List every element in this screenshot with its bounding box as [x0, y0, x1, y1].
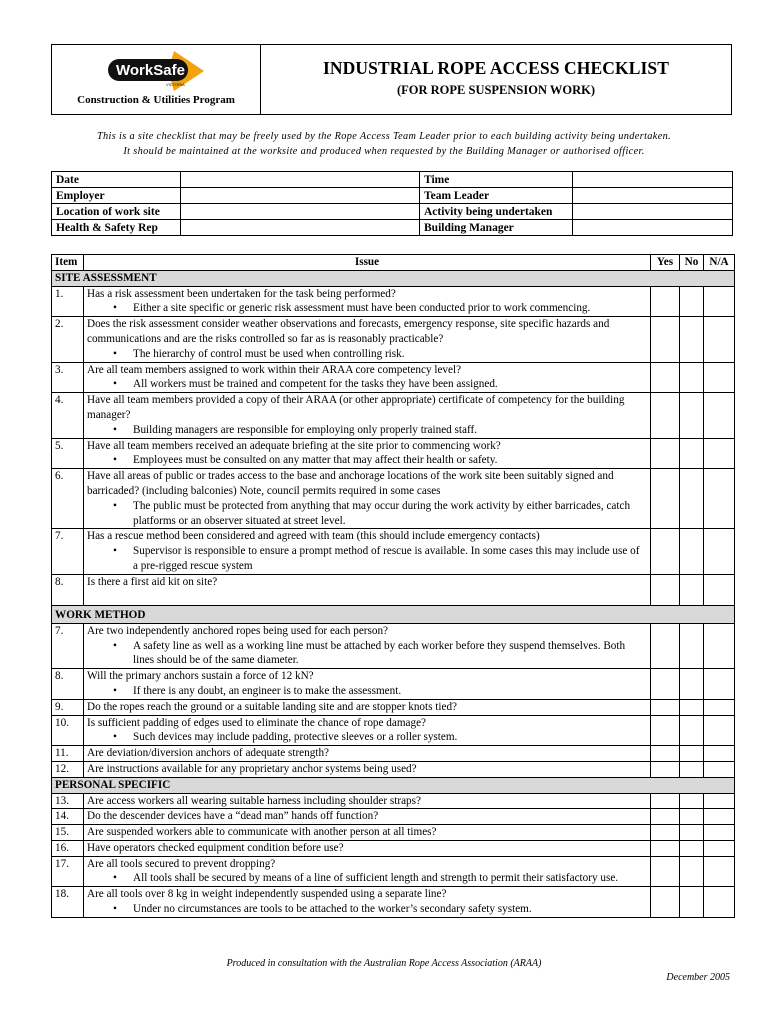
header-logo-cell — [52, 45, 261, 114]
issue-note-text: The public must be protected from anything that may occur during the work activity by either barricades, catch platforms or an observer situated at street level. — [133, 499, 631, 527]
section-personal-specific: PERSONAL SPECIFIC — [52, 777, 735, 793]
na-checkbox-cell[interactable] — [704, 362, 735, 393]
issue-question: Have all areas of public or trades access to the base and anchorage locations of the work site been suitably signed and barricaded? (including balconies) Note, council permits required in some cases — [87, 470, 614, 497]
item-number: 2. — [52, 317, 84, 362]
issue-note — [87, 684, 647, 699]
yes-checkbox-cell[interactable] — [651, 438, 680, 469]
yes-checkbox-cell[interactable] — [651, 746, 680, 762]
table-row — [52, 715, 735, 746]
issue-cell — [84, 393, 651, 438]
na-checkbox-cell[interactable] — [704, 669, 735, 700]
issue-cell — [84, 623, 651, 668]
table-row — [52, 699, 735, 715]
table-row — [52, 793, 735, 809]
no-checkbox-cell[interactable] — [680, 529, 704, 574]
issue-question: Are two independently anchored ropes being used for each person? — [87, 624, 389, 637]
item-number: 8. — [52, 574, 84, 605]
table-row — [52, 393, 735, 438]
yes-checkbox-cell[interactable] — [651, 856, 680, 887]
issue-cell — [84, 825, 651, 841]
issue-cell — [84, 574, 651, 605]
activity-field[interactable] — [573, 204, 733, 220]
item-number: 3. — [52, 362, 84, 393]
na-checkbox-cell[interactable] — [704, 887, 735, 918]
table-row — [52, 856, 735, 887]
issue-note-text: If there is any doubt, an engineer is to make the assessment. — [133, 684, 402, 697]
employer-label: Employer — [52, 188, 181, 204]
no-checkbox-cell[interactable] — [680, 746, 704, 762]
issue-question: Are all tools secured to prevent dropping? — [87, 857, 276, 870]
no-checkbox-cell[interactable] — [680, 715, 704, 746]
na-checkbox-cell[interactable] — [704, 623, 735, 668]
work-method-rows — [52, 623, 735, 777]
team-leader-label: Team Leader — [420, 188, 573, 204]
table-row — [52, 286, 735, 317]
yes-checkbox-cell[interactable] — [651, 793, 680, 809]
issue-question: Do the ropes reach the ground or a suitable landing site and are stopper knots tied? — [87, 700, 458, 713]
issue-cell — [84, 856, 651, 887]
yes-checkbox-cell[interactable] — [651, 825, 680, 841]
yes-checkbox-cell[interactable] — [651, 317, 680, 362]
item-number: 18. — [52, 887, 84, 918]
na-checkbox-cell[interactable] — [704, 529, 735, 574]
bullet-icon: • — [113, 454, 117, 467]
yes-checkbox-cell[interactable] — [651, 362, 680, 393]
na-checkbox-cell[interactable] — [704, 469, 735, 529]
issue-cell — [84, 286, 651, 317]
issue-cell — [84, 469, 651, 529]
issue-note — [87, 377, 647, 392]
date-label: Date — [52, 172, 181, 188]
bullet-icon: • — [113, 872, 117, 885]
na-checkbox-cell[interactable] — [704, 761, 735, 777]
no-checkbox-cell[interactable] — [680, 438, 704, 469]
issue-cell — [84, 438, 651, 469]
na-checkbox-cell[interactable] — [704, 715, 735, 746]
na-checkbox-cell[interactable] — [704, 393, 735, 438]
issue-note-text: Either a site specific or generic risk assessment must have been conducted prior to work commencing. — [133, 302, 591, 315]
yes-checkbox-cell[interactable] — [651, 699, 680, 715]
na-checkbox-cell[interactable] — [704, 856, 735, 887]
table-row — [52, 529, 735, 574]
issue-question: Has a rescue method been considered and agreed with team (this should include emergency contacts) — [87, 530, 540, 543]
issue-note-text: A safety line as well as a working line must be attached by each worker before they suspend themselves. Both lines should be of the same diameter. — [133, 639, 626, 667]
issue-note — [87, 301, 647, 316]
item-number: 16. — [52, 840, 84, 856]
no-checkbox-cell[interactable] — [680, 761, 704, 777]
na-checkbox-cell[interactable] — [704, 699, 735, 715]
issue-cell — [84, 809, 651, 825]
issue-note — [87, 453, 647, 468]
issue-note — [87, 730, 647, 745]
yes-checkbox-cell[interactable] — [651, 809, 680, 825]
issue-note-text: Building managers are responsible for employing only properly trained staff. — [133, 423, 478, 436]
issue-cell — [84, 715, 651, 746]
issue-question: Is there a first aid kit on site? — [87, 575, 218, 588]
table-row — [52, 761, 735, 777]
na-checkbox-cell[interactable] — [704, 286, 735, 317]
no-checkbox-cell[interactable] — [680, 840, 704, 856]
table-row — [52, 362, 735, 393]
na-checkbox-cell[interactable] — [704, 574, 735, 605]
no-checkbox-cell[interactable] — [680, 793, 704, 809]
site-info-table — [51, 171, 733, 236]
no-checkbox-cell[interactable] — [680, 669, 704, 700]
table-row — [52, 746, 735, 762]
issue-question: Are deviation/diversion anchors of adequate strength? — [87, 747, 330, 760]
no-checkbox-cell[interactable] — [680, 699, 704, 715]
issue-note-text: Employees must be consulted on any matter that may affect their health or safety. — [133, 454, 498, 467]
table-row — [52, 469, 735, 529]
svg-text:WorkSafe: WorkSafe — [116, 62, 185, 79]
no-checkbox-cell[interactable] — [680, 393, 704, 438]
issue-note — [87, 639, 647, 669]
item-number: 5. — [52, 438, 84, 469]
no-checkbox-cell[interactable] — [680, 856, 704, 887]
footer-credit: Produced in consultation with the Australian Rope Access Association (ARAA) — [226, 958, 542, 969]
issue-cell — [84, 746, 651, 762]
yes-checkbox-cell[interactable] — [651, 529, 680, 574]
employer-field[interactable] — [181, 188, 420, 204]
issue-cell — [84, 840, 651, 856]
no-checkbox-cell[interactable] — [680, 286, 704, 317]
issue-cell — [84, 669, 651, 700]
no-checkbox-cell[interactable] — [680, 623, 704, 668]
no-checkbox-cell[interactable] — [680, 317, 704, 362]
issue-note-text: All tools shall be secured by means of a line of sufficient length and strength to permit their satisfactory use. — [133, 872, 619, 885]
issue-question: Will the primary anchors sustain a force of 12 kN? — [87, 670, 314, 683]
time-label: Time — [420, 172, 573, 188]
issue-question: Are access workers all wearing suitable harness including shoulder straps? — [87, 794, 421, 807]
issue-note-text: Supervisor is responsible to ensure a prompt method of rescue is available. In some cases this may include use of a pre-rigged rescue system — [133, 545, 640, 572]
na-checkbox-cell[interactable] — [704, 840, 735, 856]
table-row — [52, 623, 735, 668]
issue-cell — [84, 317, 651, 362]
bullet-icon: • — [113, 378, 117, 391]
issue-cell — [84, 529, 651, 574]
item-number: 7. — [52, 623, 84, 668]
item-number: 11. — [52, 746, 84, 762]
no-checkbox-cell[interactable] — [680, 887, 704, 918]
na-checkbox-cell[interactable] — [704, 746, 735, 762]
na-checkbox-cell[interactable] — [704, 793, 735, 809]
issue-question: Is sufficient padding of edges used to eliminate the chance of rope damage? — [87, 716, 427, 729]
no-checkbox-cell[interactable] — [680, 469, 704, 529]
footer-date: December 2005 — [666, 972, 730, 983]
no-checkbox-cell[interactable] — [680, 809, 704, 825]
issue-question: Does the risk assessment consider weather observations and forecasts, emergency response, site specific hazards and communications and are the risks controlled so far as is reasonably practicable? — [87, 318, 610, 345]
yes-checkbox-cell[interactable] — [651, 669, 680, 700]
building-manager-field[interactable] — [573, 220, 733, 236]
item-number: 13. — [52, 793, 84, 809]
location-field[interactable] — [181, 204, 420, 220]
issue-cell — [84, 699, 651, 715]
na-checkbox-cell[interactable] — [704, 317, 735, 362]
bullet-icon: • — [113, 903, 117, 916]
issue-question: Are all tools over 8 kg in weight independently suspended using a separate line? — [87, 888, 447, 901]
issue-question: Are all team members assigned to work within their ARAA core competency level? — [87, 363, 462, 376]
yes-checkbox-cell[interactable] — [651, 715, 680, 746]
table-row — [52, 438, 735, 469]
yes-checkbox-cell[interactable] — [651, 286, 680, 317]
yes-checkbox-cell[interactable] — [651, 393, 680, 438]
item-number: 17. — [52, 856, 84, 887]
time-field[interactable] — [573, 172, 733, 188]
checklist-table — [51, 254, 735, 918]
issue-question: Have all team members received an adequate briefing at the site prior to commencing work? — [87, 439, 501, 452]
bullet-icon: • — [113, 499, 117, 512]
item-number: 14. — [52, 809, 84, 825]
item-number: 12. — [52, 761, 84, 777]
item-number: 4. — [52, 393, 84, 438]
issue-cell — [84, 761, 651, 777]
header-title-cell — [261, 45, 731, 114]
table-row — [52, 809, 735, 825]
bullet-icon: • — [113, 731, 117, 744]
bullet-icon: • — [113, 423, 117, 436]
section-work-method: WORK METHOD — [52, 605, 735, 623]
activity-label: Activity being undertaken — [420, 204, 573, 220]
col-yes-header: Yes — [651, 255, 680, 271]
document-title: INDUSTRIAL ROPE ACCESS CHECKLIST — [322, 58, 669, 78]
issue-note-text: All workers must be trained and competent for the tasks they have been assigned. — [133, 378, 498, 391]
issue-question: Have operators checked equipment condition before use? — [87, 841, 344, 854]
col-na-header: N/A — [704, 255, 735, 271]
issue-question: Have all team members provided a copy of their ARAA (or other appropriate) certificate of competency for the building manager? — [87, 394, 625, 421]
location-label: Location of work site — [52, 204, 181, 220]
document-header — [51, 44, 732, 115]
item-number: 10. — [52, 715, 84, 746]
col-no-header: No — [680, 255, 704, 271]
yes-checkbox-cell[interactable] — [651, 574, 680, 605]
bullet-icon: • — [113, 545, 117, 558]
yes-checkbox-cell[interactable] — [651, 623, 680, 668]
yes-checkbox-cell[interactable] — [651, 840, 680, 856]
intro-line-1: This is a site checklist that may be freely used by the Rope Access Team Leader prior to each building activity being undertaken. — [96, 131, 672, 142]
issue-cell — [84, 362, 651, 393]
na-checkbox-cell[interactable] — [704, 438, 735, 469]
issue-note — [87, 902, 647, 917]
issue-note — [87, 347, 647, 362]
table-row — [52, 669, 735, 700]
item-number: 8. — [52, 669, 84, 700]
issue-note — [87, 871, 647, 886]
bullet-icon: • — [113, 347, 117, 360]
team-leader-field[interactable] — [573, 188, 733, 204]
issue-note — [87, 499, 647, 529]
table-row — [52, 317, 735, 362]
intro-line-2: It should be maintained at the worksite and produced when requested by the Building Manager or authorised officer. — [123, 146, 645, 157]
issue-note — [87, 423, 647, 438]
item-number: 6. — [52, 469, 84, 529]
date-field[interactable] — [181, 172, 420, 188]
na-checkbox-cell[interactable] — [704, 825, 735, 841]
program-name: Construction & Utilities Program — [77, 94, 235, 106]
table-row — [52, 887, 735, 918]
issue-question: Do the descender devices have a “dead man” hands off function? — [87, 810, 379, 823]
item-number: 15. — [52, 825, 84, 841]
col-item-header: Item — [52, 255, 84, 271]
bullet-icon: • — [113, 639, 117, 652]
no-checkbox-cell[interactable] — [680, 825, 704, 841]
no-checkbox-cell[interactable] — [680, 362, 704, 393]
issue-question: Are suspended workers able to communicate with another person at all times? — [87, 826, 437, 839]
table-row — [52, 825, 735, 841]
issue-note — [87, 544, 647, 574]
item-number: 1. — [52, 286, 84, 317]
item-number: 7. — [52, 529, 84, 574]
na-checkbox-cell[interactable] — [704, 809, 735, 825]
no-checkbox-cell[interactable] — [680, 574, 704, 605]
section-site-assessment: SITE ASSESSMENT — [52, 270, 735, 286]
hs-rep-label: Health & Safety Rep — [52, 220, 181, 236]
item-number: 9. — [52, 699, 84, 715]
personal-specific-rows — [52, 793, 735, 917]
yes-checkbox-cell[interactable] — [651, 761, 680, 777]
yes-checkbox-cell[interactable] — [651, 887, 680, 918]
hs-rep-field[interactable] — [181, 220, 420, 236]
yes-checkbox-cell[interactable] — [651, 469, 680, 529]
issue-note-text: Under no circumstances are tools to be attached to the worker’s secondary safety system. — [133, 903, 532, 916]
bullet-icon: • — [113, 302, 117, 315]
issue-note-text: The hierarchy of control must be used when controlling risk. — [133, 347, 405, 360]
issue-cell — [84, 793, 651, 809]
table-row — [52, 574, 735, 605]
bullet-icon: • — [113, 684, 117, 697]
svg-text:VICTORIA: VICTORIA — [166, 82, 185, 87]
document-subtitle: (FOR ROPE SUSPENSION WORK) — [396, 83, 596, 97]
issue-note-text: Such devices may include padding, protective sleeves or a roller system. — [133, 731, 458, 744]
col-issue-header: Issue — [84, 255, 651, 271]
table-row — [52, 840, 735, 856]
worksafe-logo — [106, 51, 206, 91]
issue-question: Has a risk assessment been undertaken for the task being performed? — [87, 287, 396, 300]
building-manager-label: Building Manager — [420, 220, 573, 236]
issue-cell — [84, 887, 651, 918]
site-assessment-rows — [52, 286, 735, 605]
issue-question: Are instructions available for any proprietary anchor systems being used? — [87, 762, 417, 775]
